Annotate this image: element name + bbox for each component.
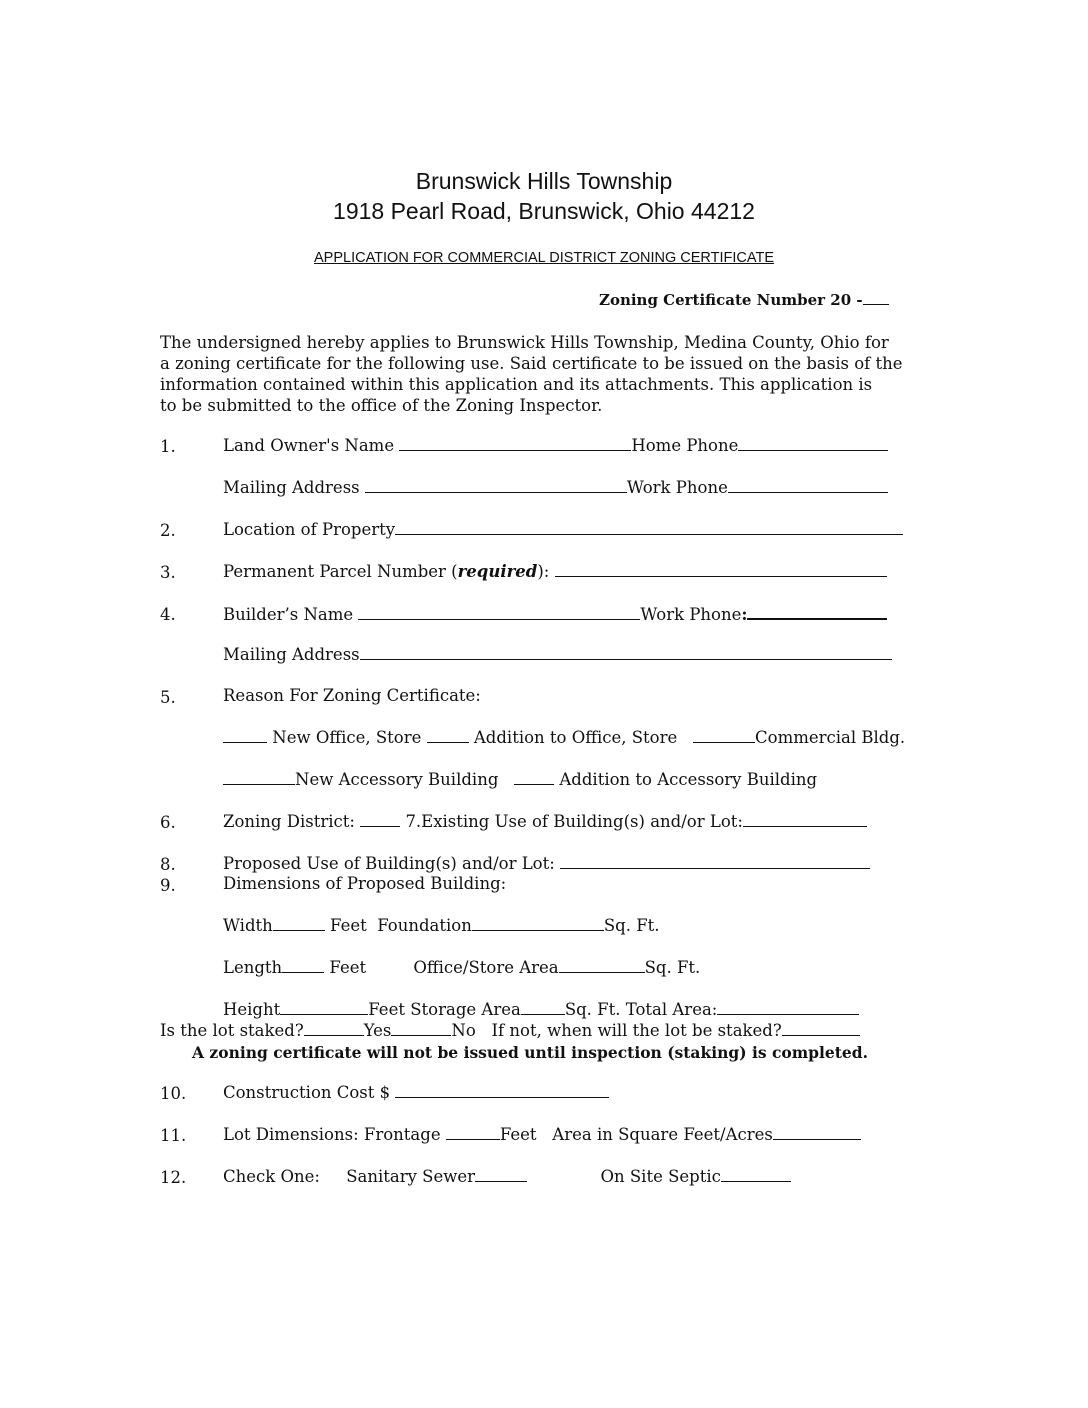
existing-use-label: 7.Existing Use of Building(s) and/or Lot: (405, 812, 743, 831)
lot-staked-row (160, 1022, 860, 1040)
item-number: 2. (160, 521, 176, 540)
existing-use-field[interactable] (743, 813, 867, 827)
item-number: 11. (160, 1126, 187, 1145)
item-number: 9. (160, 876, 176, 895)
frontage-feet-label: Feet (499, 1125, 537, 1144)
check-one-label: Check One: (223, 1167, 320, 1186)
total-area-field[interactable] (717, 1001, 859, 1015)
certificate-number-label: Zoning Certificate Number 20 - (599, 291, 863, 309)
foundation-sqft-label: Sq. Ft. (603, 916, 660, 935)
length-row (223, 959, 700, 977)
height-field[interactable] (280, 1001, 368, 1015)
builder-mailing-row (223, 646, 892, 664)
foundation-field[interactable] (472, 917, 604, 931)
land-owner-row (223, 437, 888, 455)
parcel-number-field[interactable] (555, 563, 887, 577)
length-field[interactable] (282, 959, 324, 973)
yes-label: Yes (363, 1021, 392, 1040)
form-title: APPLICATION FOR COMMERCIAL DISTRICT ZONING CERTIFICATE (313, 250, 774, 266)
mailing-address-field[interactable] (365, 479, 627, 493)
builder-mailing-label: Mailing Address (223, 645, 360, 664)
proposed-use-field[interactable] (560, 855, 870, 869)
builder-row (223, 605, 887, 624)
builder-colon: : (741, 605, 748, 624)
width-feet-label: Feet (330, 916, 367, 935)
item-number: 4. (160, 605, 176, 624)
addition-office-checkbox[interactable] (427, 729, 469, 743)
proposed-use-row (223, 855, 870, 873)
item-number: 1. (160, 437, 176, 456)
item-number: 5. (160, 688, 176, 707)
storage-area-field[interactable] (521, 1001, 565, 1015)
office-store-area-label: Office/Store Area (413, 958, 559, 977)
sanitary-sewer-field[interactable] (475, 1168, 527, 1182)
length-feet-label: Feet (329, 958, 367, 977)
width-label: Width (223, 916, 273, 935)
lot-dimensions-label: Lot Dimensions: Frontage (223, 1125, 441, 1144)
parcel-row (223, 563, 887, 581)
reason-options-row-1 (223, 729, 905, 747)
construction-cost-label: Construction Cost $ (223, 1083, 391, 1102)
item-number: 10. (160, 1084, 187, 1103)
item-number: 6. (160, 813, 176, 832)
dimensions-label: Dimensions of Proposed Building: (223, 874, 507, 893)
builder-name-field[interactable] (358, 606, 640, 620)
height-label: Height (223, 1000, 281, 1019)
sanitary-sewer-label: Sanitary Sewer (346, 1167, 476, 1186)
area-field[interactable] (773, 1126, 861, 1140)
zoning-district-label: Zoning District: (223, 812, 355, 831)
height-feet-label: Feet (368, 1000, 405, 1019)
addition-accessory-checkbox[interactable] (514, 771, 554, 785)
item-number: 8. (160, 855, 176, 874)
new-accessory-label: New Accessory Building (295, 770, 499, 789)
location-label: Location of Property (223, 520, 396, 539)
intro-paragraph (160, 332, 950, 416)
lot-staked-label: Is the lot staked? (160, 1021, 304, 1040)
on-site-septic-field[interactable] (721, 1168, 791, 1182)
intro-line: to be submitted to the office of the Zoning Inspector. (160, 396, 603, 415)
area-label: Area in Square Feet/Acres (552, 1125, 773, 1144)
if-not-label: If not, when will the lot be staked? (491, 1021, 782, 1040)
work-phone-field[interactable] (728, 479, 888, 493)
reason-label: Reason For Zoning Certificate: (223, 686, 481, 705)
width-field[interactable] (273, 917, 325, 931)
certificate-number (599, 291, 889, 309)
total-area-label: Sq. Ft. Total Area: (564, 1000, 718, 1019)
mailing-row (223, 479, 888, 497)
width-row (223, 917, 660, 935)
reason-options-row-2 (223, 771, 817, 789)
certificate-number-field[interactable] (863, 291, 889, 305)
commercial-bldg-checkbox[interactable] (693, 729, 755, 743)
on-site-septic-label: On Site Septic (600, 1167, 721, 1186)
length-label: Length (223, 958, 283, 977)
construction-cost-field[interactable] (395, 1084, 609, 1098)
foundation-label: Foundation (377, 916, 472, 935)
zoning-district-field[interactable] (360, 813, 400, 827)
builder-work-phone-label: Work Phone (640, 605, 742, 624)
new-office-label: New Office, Store (272, 728, 422, 747)
intro-line: information contained within this application and its attachments. This application is (160, 375, 873, 394)
item-number: 3. (160, 563, 176, 582)
home-phone-field[interactable] (738, 437, 888, 451)
township-name: Brunswick Hills Township (415, 168, 673, 194)
land-owner-label: Land Owner's Name (223, 436, 395, 455)
builder-name-label: Builder’s Name (223, 605, 354, 624)
staking-warning: A zoning certificate will not be issued until inspection (staking) is completed. (192, 1043, 868, 1062)
builder-mailing-field[interactable] (360, 646, 892, 660)
addition-office-label: Addition to Office, Store (473, 728, 678, 747)
intro-line: a zoning certificate for the following use. Said certificate to be issued on the basis of the (160, 354, 903, 373)
no-label: No (451, 1021, 476, 1040)
office-sqft-label: Sq. Ft. (644, 958, 701, 977)
new-office-checkbox[interactable] (223, 729, 267, 743)
item-number: 12. (160, 1168, 187, 1187)
height-row (223, 1001, 859, 1019)
land-owner-field[interactable] (399, 437, 631, 451)
storage-area-label: Storage Area (410, 1000, 521, 1019)
zoning-district-row (223, 813, 867, 831)
commercial-bldg-label: Commercial Bldg. (755, 728, 906, 747)
location-row (223, 521, 903, 539)
frontage-field[interactable] (446, 1126, 500, 1140)
construction-cost-row (223, 1084, 609, 1102)
township-address: 1918 Pearl Road, Brunswick, Ohio 44212 (333, 198, 755, 224)
parcel-label-prefix: Permanent Parcel Number ( (223, 562, 458, 581)
staking-date-field[interactable] (782, 1022, 860, 1036)
new-accessory-checkbox[interactable] (223, 771, 295, 785)
lot-staked-yes-field[interactable] (304, 1022, 364, 1036)
check-one-row (223, 1168, 791, 1186)
location-field[interactable] (395, 521, 903, 535)
proposed-use-label: Proposed Use of Building(s) and/or Lot: (223, 854, 555, 873)
builder-work-phone-field[interactable] (747, 605, 887, 620)
parcel-label-suffix: ): (537, 562, 550, 581)
parcel-required: required (457, 562, 538, 581)
home-phone-label: Home Phone (631, 436, 739, 455)
office-store-area-field[interactable] (559, 959, 645, 973)
work-phone-label: Work Phone (626, 478, 728, 497)
lot-staked-no-field[interactable] (391, 1022, 451, 1036)
intro-line: The undersigned hereby applies to Brunswick Hills Township, Medina County, Ohio for (160, 333, 889, 352)
mailing-address-label: Mailing Address (223, 478, 360, 497)
lot-dimensions-row (223, 1126, 861, 1144)
addition-accessory-label: Addition to Accessory Building (559, 770, 818, 789)
